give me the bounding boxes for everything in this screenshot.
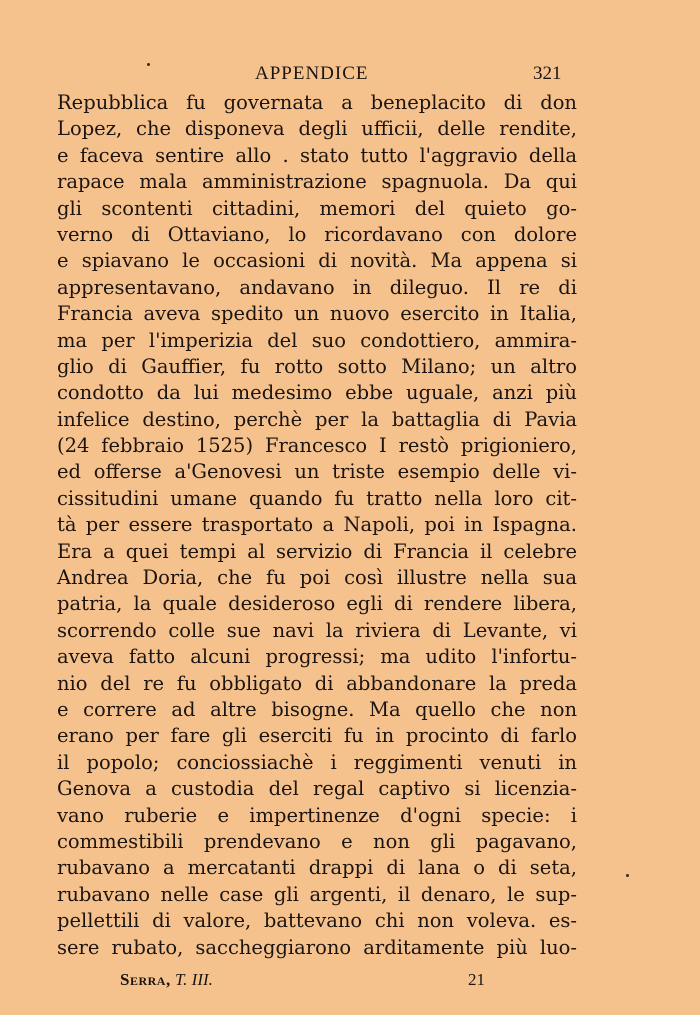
text-line: infelice destino, perchè per la battaglia di Pavia [57,407,577,431]
text-line: glio di Gauffier, fu rotto sotto Milano; un altro [57,354,577,378]
text-line: Lopez, che disponeva degli ufficii, delle rendite, [57,117,577,141]
text-line: il popolo; conciossiachè i reggimenti venuti in [57,750,577,774]
text-line: Francia aveva spedito un nuovo esercito in Italia, [57,302,577,326]
ink-speck [626,874,629,877]
page-footer [0,970,700,996]
text-line: tà per essere trasportato a Napoli, poi in Ispagna. [57,513,577,537]
text-line: rapace mala amministrazione spagnuola. Da qui [57,170,577,194]
text-line: commestibili prendevano e non gli pagavano, [57,829,577,853]
text-line: gli scontenti cittadini, memori del quieto go- [57,196,577,220]
text-line: e spiavano le occasioni di novità. Ma appena si [57,249,577,273]
text-line: aveva fatto alcuni progressi; ma udito l'infortu- [57,645,577,669]
signature-author: Serra, [120,970,171,989]
text-line: ed offerse a'Genovesi un triste esempio delle vi- [57,460,577,484]
text-line: nio del re fu obbligato di abbandonare la preda [57,671,577,695]
body-text [57,90,577,961]
text-line: patria, la quale desideroso egli di rendere libera, [57,592,577,616]
text-line: e correre ad altre bisogne. Ma quello che non [57,697,577,721]
ink-speck [147,63,150,66]
text-line: pellettili di valore, battevano chi non voleva. es- [57,909,577,933]
text-line: ma per l'imperizia del suo condottiero, ammira- [57,328,577,352]
text-line: erano per fare gli eserciti fu in procinto di farlo [57,724,577,748]
text-line: Repubblica fu governata a beneplacito di don [57,91,577,114]
text-line: (24 febbraio 1525) Francesco I restò prigioniero, [57,434,577,458]
signature-volume: T. III. [174,970,213,989]
text-line: Andrea Doria, che fu poi così illustre nella sua [57,566,577,590]
text-line: rubavano a mercatanti drappi di lana o di seta, [57,856,577,880]
signature-number: 21 [468,970,485,989]
text-line: Era a quei tempi al servizio di Francia il celebre [57,539,577,563]
text-line: condotto da lui medesimo ebbe uguale, anzi più [57,381,577,405]
running-title: APPENDICE [255,63,369,84]
text-line: Genova a custodia del regal captivo si licenzia- [57,777,577,801]
text-line: appresentavano, andavano in dileguo. Il re di [57,275,577,299]
page-header [0,60,700,90]
text-line: cissitudini umane quando fu tratto nella loro cit- [57,486,577,510]
text-line: scorrendo colle sue navi la riviera di Levante, vi [57,618,577,642]
text-line: verno di Ottaviano, lo ricordavano con dolore [57,222,577,246]
text-line: sere rubato, saccheggiarono arditamente più luo- [57,935,577,959]
printer-signature [120,970,213,990]
text-line: rubavano nelle case gli argenti, il denaro, le sup- [57,882,577,906]
text-line: e faceva sentire allo . stato tutto l'aggravio della [57,143,577,167]
page-number: 321 [533,63,562,84]
text-line: vano ruberie e impertinenze d'ogni specie: i [57,803,577,827]
